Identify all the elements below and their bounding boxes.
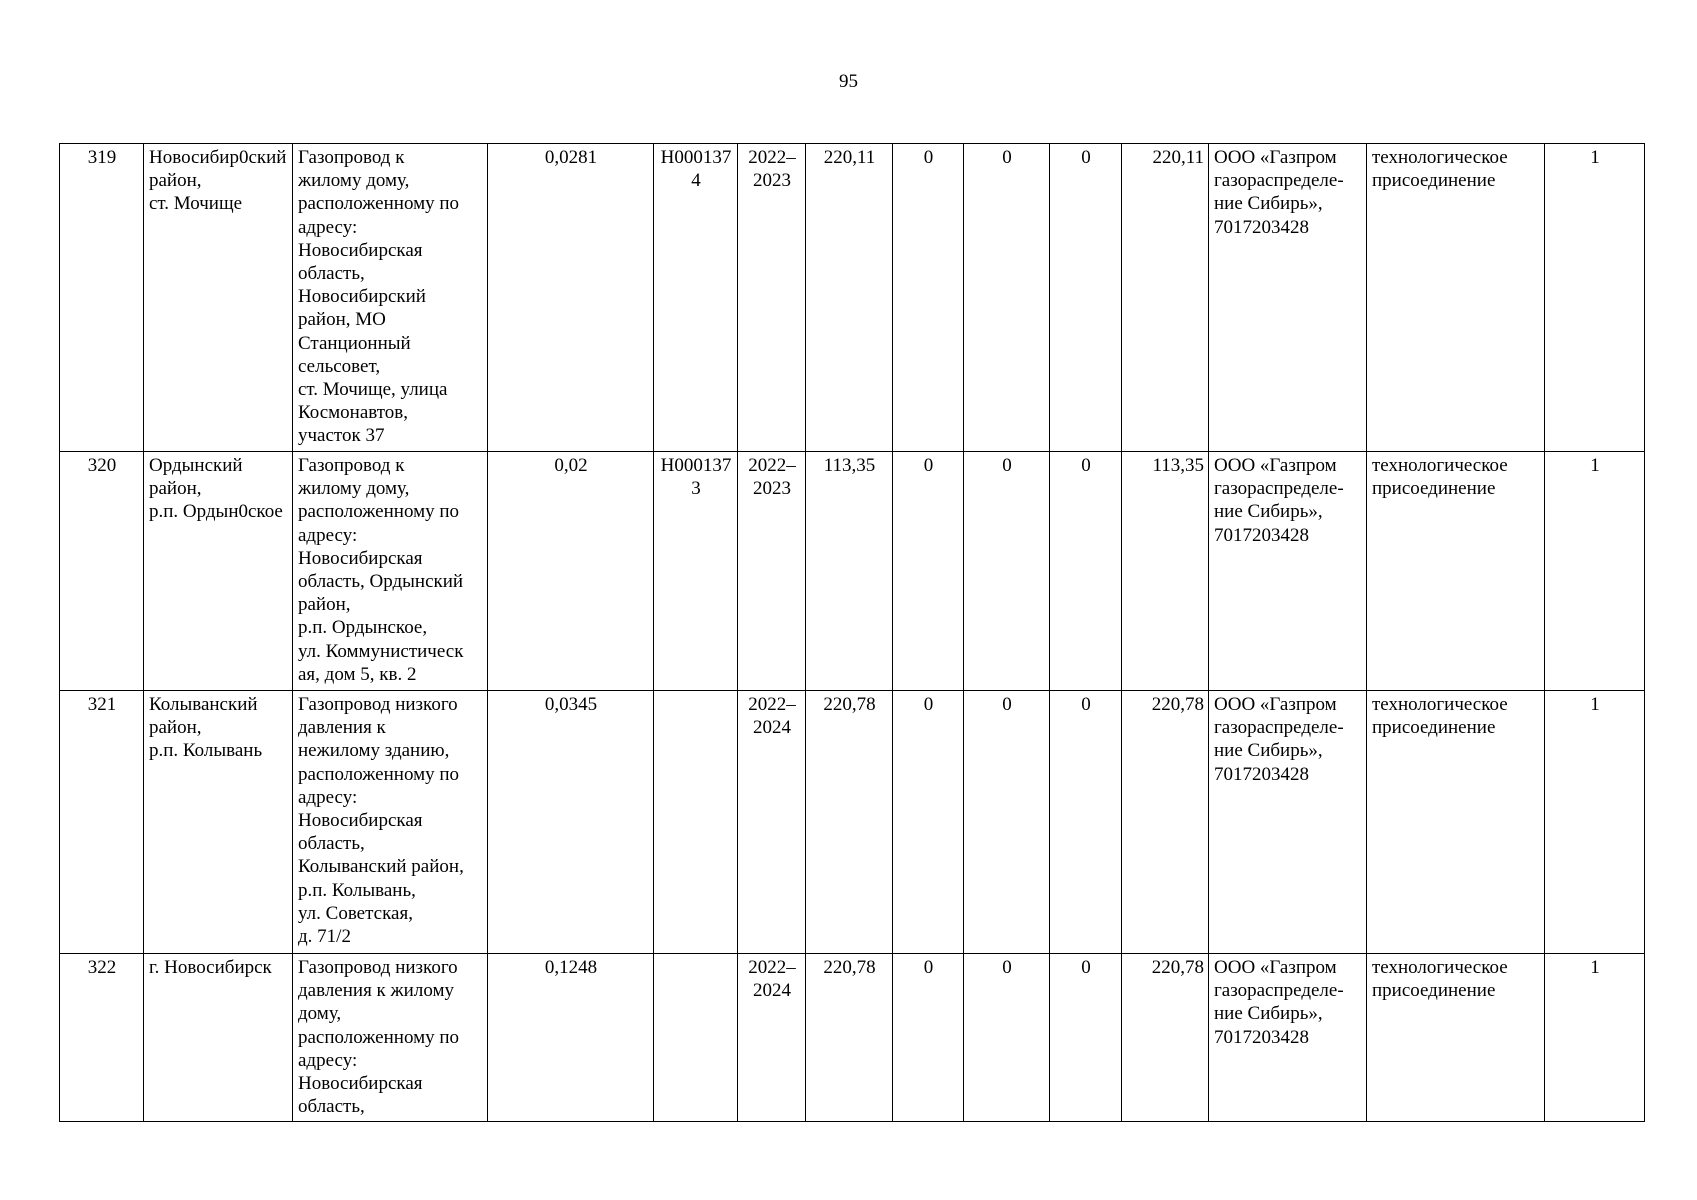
organization-cell: ООО «Газпром газораспределе- ние Сибирь», 7017203428 [1209,144,1367,452]
value-cell-3: 0 [1050,691,1122,954]
value-cell-1: 0 [893,452,964,691]
purpose-cell: технологическое присоединение [1367,452,1545,691]
value-cell-2: 0 [964,452,1050,691]
gas-pipeline-table [59,143,1645,1122]
code-cell: Н000137 3 [654,452,738,691]
organization-cell: ООО «Газпром газораспределе- ние Сибирь», 7017203428 [1209,954,1367,1122]
count-cell: 1 [1545,954,1645,1122]
length-cell: 0,1248 [488,954,654,1122]
total-cell: 220,78 [806,691,893,954]
total-cell: 220,78 [806,954,893,1122]
value-cell-4: 113,35 [1122,452,1209,691]
length-cell: 0,0281 [488,144,654,452]
value-cell-4: 220,78 [1122,954,1209,1122]
years-cell: 2022– 2023 [738,144,806,452]
value-cell-4: 220,11 [1122,144,1209,452]
years-cell: 2022– 2023 [738,452,806,691]
value-cell-3: 0 [1050,452,1122,691]
row-number: 321 [60,691,144,954]
row-number: 319 [60,144,144,452]
value-cell-3: 0 [1050,144,1122,452]
count-cell: 1 [1545,144,1645,452]
organization-cell: ООО «Газпром газораспределе- ние Сибирь», 7017203428 [1209,452,1367,691]
purpose-cell: технологическое присоединение [1367,691,1545,954]
description-cell: Газопровод к жилому дому, расположенному по адресу: Новосибирская область, Ордынский район, р.п. Ордынское, ул. Коммунистическ ая, дом 5, кв. 2 [293,452,488,691]
count-cell: 1 [1545,691,1645,954]
purpose-cell: технологическое присоединение [1367,954,1545,1122]
table-row [60,452,1645,691]
value-cell-2: 0 [964,691,1050,954]
length-cell: 0,0345 [488,691,654,954]
page-number: 95 [839,71,858,92]
organization-cell: ООО «Газпром газораспределе- ние Сибирь», 7017203428 [1209,691,1367,954]
location-cell: г. Новосибирск [144,954,293,1122]
years-cell: 2022– 2024 [738,691,806,954]
table-row [60,954,1645,1122]
value-cell-4: 220,78 [1122,691,1209,954]
total-cell: 113,35 [806,452,893,691]
count-cell: 1 [1545,452,1645,691]
value-cell-1: 0 [893,144,964,452]
value-cell-1: 0 [893,954,964,1122]
description-cell: Газопровод низкого давления к нежилому зданию, расположенному по адресу: Новосибирская область, Колыванский район, р.п. Колывань, ул. Советская, д. 71/2 [293,691,488,954]
location-cell: Колыванский район, р.п. Колывань [144,691,293,954]
purpose-cell: технологическое присоединение [1367,144,1545,452]
total-cell: 220,11 [806,144,893,452]
value-cell-2: 0 [964,144,1050,452]
value-cell-3: 0 [1050,954,1122,1122]
years-cell: 2022– 2024 [738,954,806,1122]
code-cell [654,954,738,1122]
value-cell-2: 0 [964,954,1050,1122]
location-cell: Ордынский район, р.п. Ордын0ское [144,452,293,691]
length-cell: 0,02 [488,452,654,691]
description-cell: Газопровод к жилому дому, расположенному по адресу: Новосибирская область, Новосибирский район, МО Станционный сельсовет, ст. Мочище, улица Космонавтов, участок 37 [293,144,488,452]
description-cell: Газопровод низкого давления к жилому дому, расположенному по адресу: Новосибирская область, [293,954,488,1122]
code-cell: Н000137 4 [654,144,738,452]
value-cell-1: 0 [893,691,964,954]
location-cell: Новосибир0ский район, ст. Мочище [144,144,293,452]
row-number: 322 [60,954,144,1122]
table-row [60,691,1645,954]
row-number: 320 [60,452,144,691]
code-cell [654,691,738,954]
table-row [60,144,1645,452]
